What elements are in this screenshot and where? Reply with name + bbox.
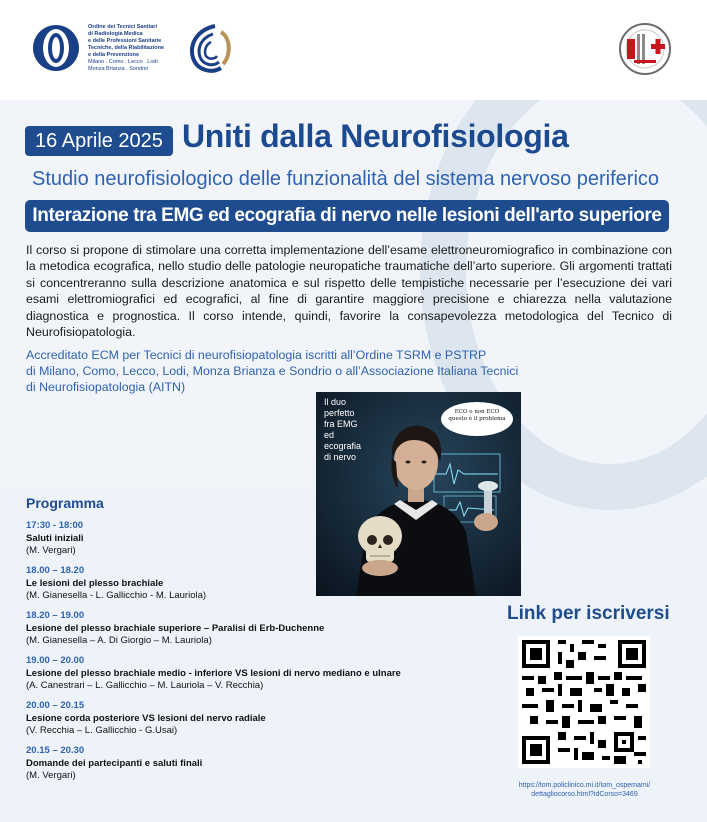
program-time: 17:30 - 18:00 [26,520,84,531]
accreditation-line: di Milano, Como, Lecco, Lodi, Monza Brianza e Sondrio o all’Associazione Italiana Tecnici [26,364,519,378]
program-time: 18.20 – 19.00 [26,610,85,621]
illustration-caption [324,397,361,463]
accreditation-line: di Neurofisiopatologia (AITN) [26,380,186,394]
org-line: di Radiologia Medica [88,31,143,37]
program-list [26,520,446,790]
org-location: Milano . Como . Lecco . Lodi [88,59,158,65]
program-speakers: (M. Vergari) [26,545,76,556]
program-item [26,745,446,782]
program-time: 19.00 – 20.00 [26,655,85,666]
program-item [26,655,446,692]
program-time: 18.00 – 18.20 [26,565,85,576]
program-topic: Lesione del plesso brachiale superiore – Paralisi di Erb-Duchenne [26,623,325,634]
program-speakers: (M. Gianesella - L. Gallicchio - M. Lauriola) [26,590,207,601]
event-date: 16 Aprile 2025 [25,126,173,156]
org-line: e delle Professioni Sanitarie [88,38,162,44]
program-speakers: (A. Canestrari – L. Gallicchio – M. Lauriola – V. Recchia) [26,680,264,691]
caption-line: ed [324,430,335,440]
org-line: Tecniche, della Riabilitazione [88,45,165,51]
caption-line: perfetto [324,408,355,418]
ordine-logo-icon [32,24,80,72]
url-line[interactable]: dettagliocorso.html?idCorso=3469 [531,791,638,798]
qr-code-icon[interactable] [518,636,650,768]
program-speakers: (M. Gianesella – A. Di Giorgio – M. Lauriola) [26,635,212,646]
program-time: 20.00 – 20.15 [26,700,85,711]
org-line: e della Prevenzione [88,52,140,58]
speech-bubble [441,402,513,436]
bubble-line: ECO o non ECO [454,409,500,415]
event-title: Uniti dalla Neurofisiologia [182,118,569,154]
aitn-logo-icon [185,22,233,76]
program-item [26,610,446,647]
program-topic: Lesione del plesso brachiale medio - inferiore VS lesioni di nervo mediano e ulnare [26,668,401,679]
program-topic: Domande dei partecipanti e saluti finali [26,758,203,769]
caption-line: ecografia [324,441,362,451]
org-location: Monza Brianza . Sondrio [88,66,149,72]
bubble-line: questo è il problema [448,416,506,422]
program-speakers: (V. Recchia – L. Gallicchio - G.Usai) [26,725,178,736]
accreditation-text [26,347,546,395]
caption-line: Il duo [324,397,347,407]
program-item [26,520,446,557]
event-banner: Interazione tra EMG ed ecografia di nervo nelle lesioni dell'arto superiore [25,200,669,232]
program-topic: Lesione corda posteriore VS lesioni del nervo radiale [26,713,266,724]
accreditation-line: Accreditato ECM per Tecnici di neurofisiopatologia iscritti all’Ordine TSRM e PSTRP [26,348,487,362]
program-topic: Le lesioni del plesso brachiale [26,578,164,589]
program-item [26,700,446,737]
registration-url[interactable] [497,781,672,799]
org-line: Ordine dei Tecnici Sanitari [88,24,157,30]
policlinico-logo-icon [618,22,672,76]
caption-line: fra EMG [324,419,358,429]
url-line[interactable]: https://tom.policlinico.mi.it/tom_ospemami/ [518,782,651,789]
ordine-logo-text [88,24,178,73]
program-title: Programma [26,495,104,511]
registration-title: Link per iscriversi [507,603,670,624]
program-topic: Saluti iniziali [26,533,84,544]
program-item [26,565,446,602]
event-description: Il corso si propone di stimolare una corretta implementazione dell’esame elettroneuromiografico in combinazione con la metodica ecografica, nello studio delle patologie neuropatiche traumatiche dell’arto superiore. Gli argomenti trattati si concentreranno sulla descrizione anatomica e sul rispetto delle tempistiche necessarie per l’esecuzione dei vari esami elettromiografici ed ecografici, al fine di garantire maggiore precisione e chiarezza nella valutazione diagnostica e prognostica. Il corso intende, quindi, favorire la consapevolezza metodologica del Tecnico di Neurofisiopatologia. [26,243,672,340]
event-subtitle: Studio neurofisiologico delle funzionalità del sistema nervoso periferico [32,168,660,190]
program-speakers: (M. Vergari) [26,770,76,781]
caption-line: di nervo [324,452,357,462]
program-time: 20.15 – 20.30 [26,745,85,756]
